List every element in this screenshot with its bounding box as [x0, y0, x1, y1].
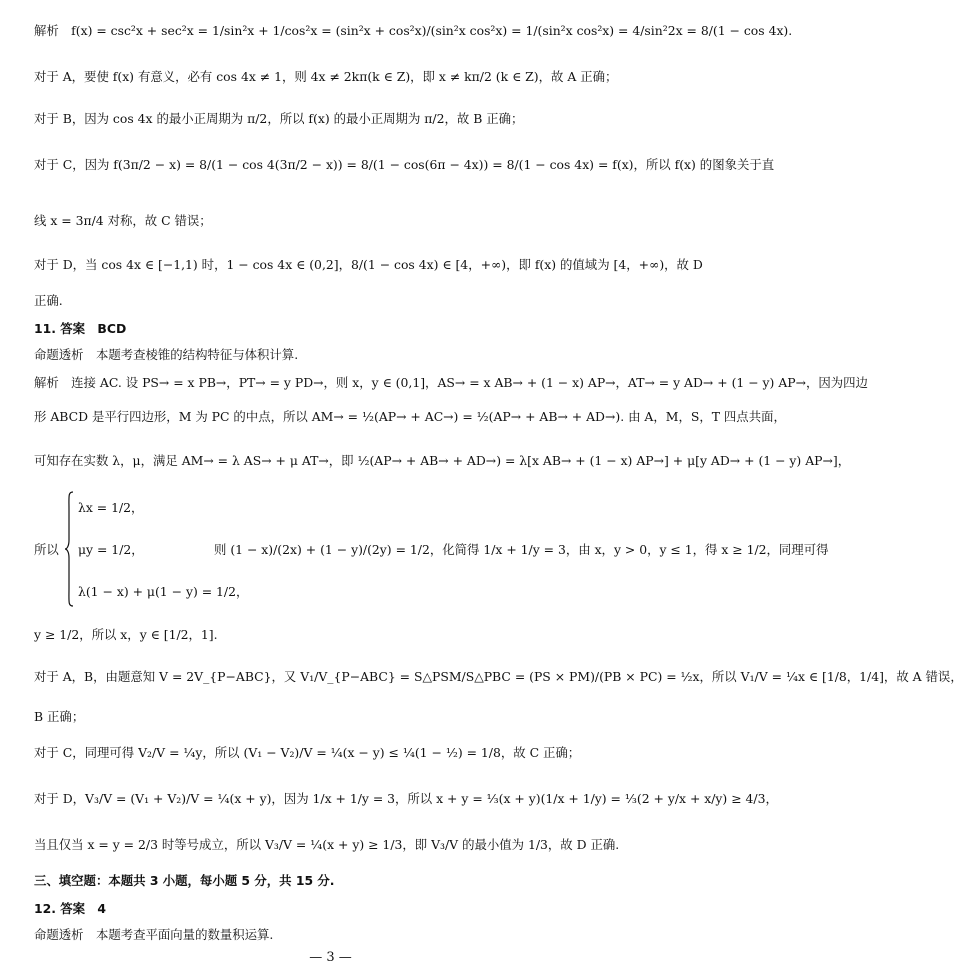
answer-12: 12. 答案 4	[34, 901, 107, 916]
option-ab-line: 对于 A，B，由题意知 V = 2V_{P−ABC}，又 V₁/V_{P−ABC} = S△PSM/S△PBC = (PS × PM)/(PB × PC) = ½x，所以 V₁/V = ¼x ∈ [1/8，1/4]，故 A 错误，	[34, 669, 963, 684]
equation-system	[34, 490, 829, 608]
page-number: — 3 —	[309, 950, 352, 965]
problem-analysis-12: 命题透析 本题考查平面向量的数量积运算.	[34, 927, 274, 942]
section-heading-fill-in: 三、填空题：本题共 3 小题，每小题 5 分，共 15 分.	[34, 873, 335, 888]
system-label: 所以	[34, 542, 59, 557]
option-b-line: 对于 B，因为 cos 4x 的最小正周期为 π/2，所以 f(x) 的最小正周期为 π/2，故 B 正确；	[34, 111, 524, 126]
option-c-line-2: 线 x = 3π/4 对称，故 C 错误；	[34, 213, 212, 228]
system-conclusion: 则 (1 − x)/(2x) + (1 − y)/(2y) = 1/2，化简得 1/x + 1/y = 3，由 x，y > 0，y ≤ 1，得 x ≥ 1/2，同理可得	[214, 542, 829, 557]
solution-11-line-2: 形 ABCD 是平行四边形，M 为 PC 的中点，所以 AM→ = ½(AP→ + AC→) = ½(AP→ + AB→ + AD→). 由 A，M，S，T 四点共面，	[34, 409, 786, 424]
answer-11: 11. 答案 BCD	[34, 321, 127, 336]
option-c-11-line: 对于 C，同理可得 V₂/V = ¼y，所以 (V₁ − V₂)/V = ¼(x − y) ≤ ¼(1 − ½) = 1/8，故 C 正确；	[34, 745, 581, 760]
option-a-line: 对于 A，要使 f(x) 有意义，必有 cos 4x ≠ 1，则 4x ≠ 2kπ(k ∈ Z)，即 x ≠ kπ/2 (k ∈ Z)，故 A 正确；	[34, 69, 618, 84]
solution-11-line-1: 解析 连接 AC. 设 PS→ = x PB→，PT→ = y PD→，则 x，y ∈ (0,1]，AS→ = x AB→ + (1 − x) AP→，AT→ = y AD→ + (1 − y) AP→，因为四边	[34, 375, 868, 390]
option-d-line-2: 正确.	[34, 293, 63, 308]
solution-line-1: 解析 f(x) = csc²x + sec²x = 1/sin²x + 1/cos²x = (sin²x + cos²x)/(sin²x cos²x) = 1/(sin²x cos²x) = 4/sin²2x = 8/(1 − cos 4x).	[34, 23, 793, 38]
system-row-3: λ(1 − x) + μ(1 − y) = 1/2，	[78, 584, 249, 599]
option-d-line: 对于 D，当 cos 4x ∈ [−1,1) 时，1 − cos 4x ∈ (0,2]，8/(1 − cos 4x) ∈ [4，+∞)，即 f(x) 的值域为 [4，+∞)，故 D	[34, 257, 703, 272]
range-line: y ≥ 1/2，所以 x，y ∈ [1/2，1].	[34, 627, 218, 642]
left-brace-icon	[64, 490, 74, 608]
problem-analysis-11: 命题透析 本题考查棱锥的结构特征与体积计算.	[34, 347, 299, 362]
option-c-line: 对于 C，因为 f(3π/2 − x) = 8/(1 − cos 4(3π/2 − x)) = 8/(1 − cos(6π − 4x)) = 8/(1 − cos 4x) = f(x)，所以 f(x) 的图象关于直	[34, 157, 775, 172]
option-d-11-line: 对于 D，V₃/V = (V₁ + V₂)/V = ¼(x + y)，因为 1/x + 1/y = 3，所以 x + y = ⅓(x + y)(1/x + 1/y) = ⅓(2 + y/x + x/y) ≥ 4/3，	[34, 791, 778, 806]
system-row-1: λx = 1/2，	[78, 500, 144, 515]
solution-11-line-3: 可知存在实数 λ，μ，满足 AM→ = λ AS→ + μ AT→，即 ½(AP→ + AB→ + AD→) = λ[x AB→ + (1 − x) AP→] + μ[y AD→ + (1 − y) AP→]，	[34, 453, 851, 468]
option-d-11-line-2: 当且仅当 x = y = 2/3 时等号成立，所以 V₃/V = ¼(x + y) ≥ 1/3，即 V₃/V 的最小值为 1/3，故 D 正确.	[34, 837, 620, 852]
system-row-2: μy = 1/2，	[78, 542, 144, 557]
option-ab-line-2: B 正确；	[34, 709, 85, 724]
